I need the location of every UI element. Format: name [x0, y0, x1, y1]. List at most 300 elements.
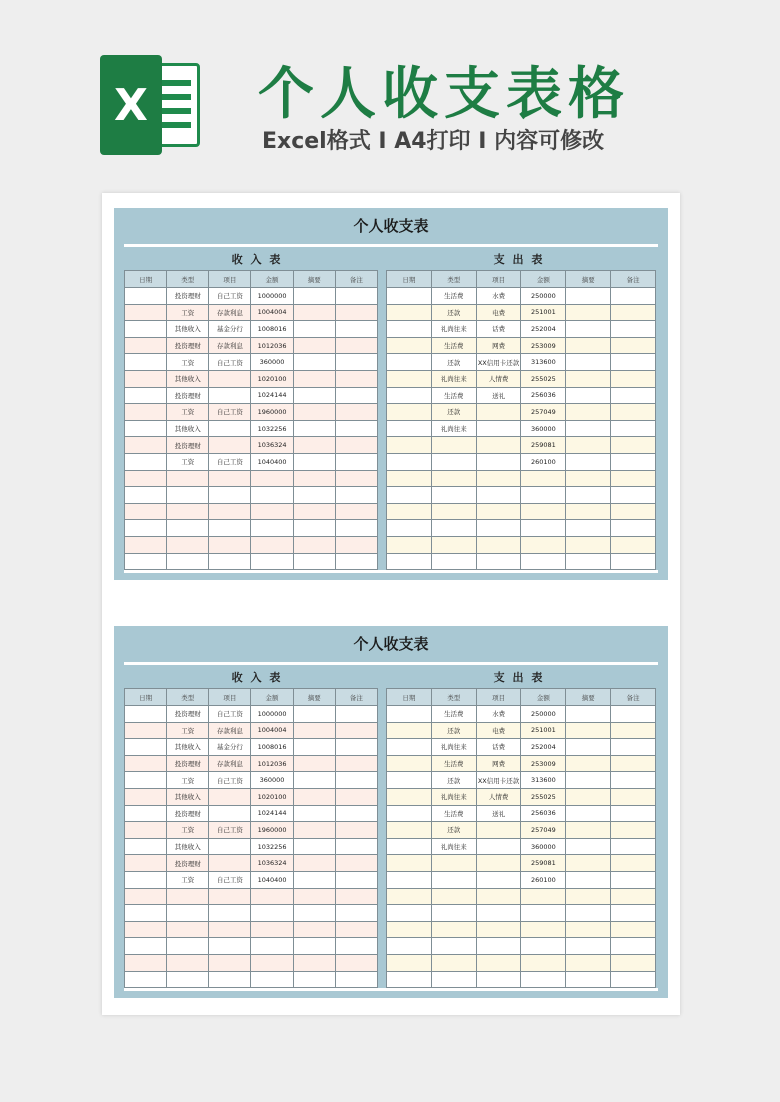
table-cell[interactable]: 话费: [476, 321, 521, 338]
table-cell[interactable]: [125, 788, 167, 805]
table-cell[interactable]: [611, 921, 656, 938]
table-cell[interactable]: [209, 954, 251, 971]
table-cell[interactable]: 1008016: [251, 739, 293, 756]
table-cell[interactable]: 生活费: [431, 337, 476, 354]
table-cell[interactable]: [566, 453, 611, 470]
table-cell[interactable]: [431, 553, 476, 570]
table-cell[interactable]: [209, 938, 251, 955]
table-cell[interactable]: [335, 954, 377, 971]
table-cell[interactable]: 工资: [167, 772, 209, 789]
table-cell[interactable]: 360000: [521, 838, 566, 855]
table-cell[interactable]: 1040400: [251, 871, 293, 888]
table-cell[interactable]: 礼尚往来: [431, 788, 476, 805]
table-cell[interactable]: [387, 706, 432, 723]
table-cell[interactable]: [293, 888, 335, 905]
table-cell[interactable]: [476, 871, 521, 888]
table-cell[interactable]: [566, 838, 611, 855]
table-cell[interactable]: [387, 755, 432, 772]
table-cell[interactable]: 投资理财: [167, 755, 209, 772]
table-cell[interactable]: [293, 354, 335, 371]
table-cell[interactable]: [251, 888, 293, 905]
table-cell[interactable]: 存款利息: [209, 755, 251, 772]
table-cell[interactable]: [521, 971, 566, 988]
table-cell[interactable]: [125, 420, 167, 437]
table-cell[interactable]: [125, 453, 167, 470]
table-cell[interactable]: 话费: [476, 739, 521, 756]
table-cell[interactable]: 252004: [521, 321, 566, 338]
table-cell[interactable]: 其他收入: [167, 788, 209, 805]
table-cell[interactable]: [293, 304, 335, 321]
table-cell[interactable]: 1012036: [251, 337, 293, 354]
table-cell[interactable]: [167, 938, 209, 955]
table-cell[interactable]: [611, 437, 656, 454]
table-cell[interactable]: [335, 536, 377, 553]
table-cell[interactable]: [293, 971, 335, 988]
table-cell[interactable]: [209, 971, 251, 988]
table-cell[interactable]: 251001: [521, 722, 566, 739]
table-cell[interactable]: 360000: [251, 772, 293, 789]
table-cell[interactable]: 工资: [167, 871, 209, 888]
table-cell[interactable]: [611, 304, 656, 321]
table-cell[interactable]: 存款利息: [209, 337, 251, 354]
table-cell[interactable]: [387, 888, 432, 905]
table-cell[interactable]: [476, 822, 521, 839]
table-cell[interactable]: 其他收入: [167, 739, 209, 756]
table-cell[interactable]: 投资理财: [167, 437, 209, 454]
table-cell[interactable]: [387, 453, 432, 470]
table-cell[interactable]: [566, 437, 611, 454]
table-cell[interactable]: [476, 503, 521, 520]
table-cell[interactable]: [611, 739, 656, 756]
table-cell[interactable]: [611, 706, 656, 723]
table-cell[interactable]: 1024144: [251, 805, 293, 822]
table-cell[interactable]: [167, 921, 209, 938]
table-cell[interactable]: [209, 838, 251, 855]
table-cell[interactable]: [566, 788, 611, 805]
table-cell[interactable]: [293, 722, 335, 739]
table-cell[interactable]: [167, 971, 209, 988]
table-cell[interactable]: [335, 805, 377, 822]
table-cell[interactable]: 电费: [476, 722, 521, 739]
table-cell[interactable]: 260100: [521, 453, 566, 470]
table-cell[interactable]: 投资理财: [167, 337, 209, 354]
table-cell[interactable]: [566, 805, 611, 822]
table-cell[interactable]: 自己工资: [209, 706, 251, 723]
table-cell[interactable]: [125, 706, 167, 723]
table-cell[interactable]: XX信用卡还款: [476, 354, 521, 371]
table-cell[interactable]: 259081: [521, 855, 566, 872]
table-cell[interactable]: [476, 536, 521, 553]
table-cell[interactable]: [566, 954, 611, 971]
table-cell[interactable]: [167, 520, 209, 537]
table-cell[interactable]: [611, 337, 656, 354]
table-cell[interactable]: [521, 470, 566, 487]
table-cell[interactable]: [167, 503, 209, 520]
table-cell[interactable]: [335, 288, 377, 305]
table-cell[interactable]: [566, 487, 611, 504]
table-cell[interactable]: [293, 536, 335, 553]
table-cell[interactable]: 256036: [521, 805, 566, 822]
table-cell[interactable]: 工资: [167, 354, 209, 371]
table-cell[interactable]: 1012036: [251, 755, 293, 772]
table-cell[interactable]: 1020100: [251, 788, 293, 805]
table-cell[interactable]: 生活费: [431, 805, 476, 822]
table-cell[interactable]: 生活费: [431, 706, 476, 723]
table-cell[interactable]: 其他收入: [167, 321, 209, 338]
table-cell[interactable]: 礼尚往来: [431, 321, 476, 338]
table-cell[interactable]: 投资理财: [167, 706, 209, 723]
table-cell[interactable]: [566, 921, 611, 938]
table-cell[interactable]: [566, 337, 611, 354]
table-cell[interactable]: 253009: [521, 337, 566, 354]
table-cell[interactable]: [125, 755, 167, 772]
table-cell[interactable]: [209, 520, 251, 537]
table-cell[interactable]: [476, 954, 521, 971]
table-cell[interactable]: [611, 536, 656, 553]
table-cell[interactable]: [566, 520, 611, 537]
table-cell[interactable]: 1960000: [251, 404, 293, 421]
table-cell[interactable]: [293, 420, 335, 437]
table-cell[interactable]: [431, 855, 476, 872]
table-cell[interactable]: [293, 805, 335, 822]
table-cell[interactable]: [125, 805, 167, 822]
table-cell[interactable]: [611, 855, 656, 872]
table-cell[interactable]: 1004004: [251, 304, 293, 321]
table-cell[interactable]: [335, 453, 377, 470]
table-cell[interactable]: [293, 321, 335, 338]
table-cell[interactable]: [251, 971, 293, 988]
table-cell[interactable]: [209, 855, 251, 872]
table-cell[interactable]: [335, 788, 377, 805]
table-cell[interactable]: 自己工资: [209, 354, 251, 371]
table-cell[interactable]: [566, 938, 611, 955]
table-cell[interactable]: [387, 739, 432, 756]
table-cell[interactable]: [431, 954, 476, 971]
table-cell[interactable]: [611, 420, 656, 437]
table-cell[interactable]: [387, 921, 432, 938]
table-cell[interactable]: [293, 871, 335, 888]
table-cell[interactable]: [611, 288, 656, 305]
table-cell[interactable]: [167, 487, 209, 504]
table-cell[interactable]: [387, 805, 432, 822]
table-cell[interactable]: 工资: [167, 304, 209, 321]
table-cell[interactable]: [251, 921, 293, 938]
table-cell[interactable]: [125, 905, 167, 922]
table-cell[interactable]: [566, 871, 611, 888]
table-cell[interactable]: 1000000: [251, 706, 293, 723]
table-cell[interactable]: 1008016: [251, 321, 293, 338]
table-cell[interactable]: 1024144: [251, 387, 293, 404]
table-cell[interactable]: [611, 453, 656, 470]
table-cell[interactable]: [125, 722, 167, 739]
table-cell[interactable]: 工资: [167, 404, 209, 421]
table-cell[interactable]: [293, 772, 335, 789]
table-cell[interactable]: [335, 370, 377, 387]
table-cell[interactable]: 251001: [521, 304, 566, 321]
table-cell[interactable]: 255025: [521, 370, 566, 387]
table-cell[interactable]: [209, 470, 251, 487]
table-cell[interactable]: [125, 337, 167, 354]
table-cell[interactable]: [476, 971, 521, 988]
table-cell[interactable]: [293, 553, 335, 570]
table-cell[interactable]: [476, 453, 521, 470]
table-cell[interactable]: [167, 470, 209, 487]
table-cell[interactable]: [209, 905, 251, 922]
table-cell[interactable]: [335, 938, 377, 955]
table-cell[interactable]: [125, 536, 167, 553]
table-cell[interactable]: [387, 971, 432, 988]
table-cell[interactable]: [335, 337, 377, 354]
table-cell[interactable]: [611, 888, 656, 905]
table-cell[interactable]: [611, 788, 656, 805]
table-cell[interactable]: [611, 387, 656, 404]
table-cell[interactable]: 其他收入: [167, 370, 209, 387]
table-cell[interactable]: 礼尚往来: [431, 370, 476, 387]
table-cell[interactable]: [293, 437, 335, 454]
table-cell[interactable]: [335, 838, 377, 855]
table-cell[interactable]: [251, 553, 293, 570]
table-cell[interactable]: [387, 487, 432, 504]
table-cell[interactable]: [611, 772, 656, 789]
table-cell[interactable]: 260100: [521, 871, 566, 888]
table-cell[interactable]: [125, 971, 167, 988]
table-cell[interactable]: [387, 304, 432, 321]
table-cell[interactable]: [387, 387, 432, 404]
table-cell[interactable]: 投资理财: [167, 288, 209, 305]
table-cell[interactable]: [125, 288, 167, 305]
table-cell[interactable]: [293, 337, 335, 354]
table-cell[interactable]: 1032256: [251, 420, 293, 437]
table-cell[interactable]: 礼尚往来: [431, 838, 476, 855]
table-cell[interactable]: [566, 971, 611, 988]
table-cell[interactable]: [209, 370, 251, 387]
table-cell[interactable]: [476, 888, 521, 905]
table-cell[interactable]: [476, 420, 521, 437]
table-cell[interactable]: [387, 420, 432, 437]
table-cell[interactable]: [611, 321, 656, 338]
table-cell[interactable]: 水费: [476, 288, 521, 305]
table-cell[interactable]: [521, 905, 566, 922]
table-cell[interactable]: [125, 437, 167, 454]
table-cell[interactable]: [431, 536, 476, 553]
table-cell[interactable]: [293, 453, 335, 470]
table-cell[interactable]: 253009: [521, 755, 566, 772]
table-cell[interactable]: [521, 503, 566, 520]
table-cell[interactable]: [476, 838, 521, 855]
table-cell[interactable]: [209, 788, 251, 805]
table-cell[interactable]: 250000: [521, 706, 566, 723]
table-cell[interactable]: [387, 788, 432, 805]
table-cell[interactable]: [566, 321, 611, 338]
table-cell[interactable]: [293, 288, 335, 305]
table-cell[interactable]: [335, 470, 377, 487]
table-cell[interactable]: [566, 772, 611, 789]
table-cell[interactable]: [125, 772, 167, 789]
table-cell[interactable]: 1036324: [251, 437, 293, 454]
table-cell[interactable]: [476, 404, 521, 421]
table-cell[interactable]: [125, 822, 167, 839]
table-cell[interactable]: [335, 706, 377, 723]
table-cell[interactable]: [293, 954, 335, 971]
table-cell[interactable]: 360000: [521, 420, 566, 437]
table-cell[interactable]: [566, 420, 611, 437]
table-cell[interactable]: 313600: [521, 354, 566, 371]
table-cell[interactable]: 礼尚往来: [431, 420, 476, 437]
table-cell[interactable]: [566, 739, 611, 756]
table-cell[interactable]: 水费: [476, 706, 521, 723]
table-cell[interactable]: 存款利息: [209, 304, 251, 321]
table-cell[interactable]: [431, 905, 476, 922]
table-cell[interactable]: [293, 788, 335, 805]
table-cell[interactable]: 工资: [167, 722, 209, 739]
table-cell[interactable]: [611, 553, 656, 570]
table-cell[interactable]: [335, 420, 377, 437]
table-cell[interactable]: [335, 354, 377, 371]
table-cell[interactable]: [521, 954, 566, 971]
table-cell[interactable]: 自己工资: [209, 453, 251, 470]
table-cell[interactable]: [431, 938, 476, 955]
table-cell[interactable]: [387, 954, 432, 971]
table-cell[interactable]: [251, 905, 293, 922]
table-cell[interactable]: 生活费: [431, 755, 476, 772]
table-cell[interactable]: 网费: [476, 755, 521, 772]
table-cell[interactable]: [293, 921, 335, 938]
table-cell[interactable]: [431, 453, 476, 470]
table-cell[interactable]: [521, 921, 566, 938]
table-cell[interactable]: [431, 503, 476, 520]
table-cell[interactable]: [125, 520, 167, 537]
table-cell[interactable]: [431, 888, 476, 905]
table-cell[interactable]: [611, 954, 656, 971]
table-cell[interactable]: [387, 536, 432, 553]
table-cell[interactable]: [167, 536, 209, 553]
table-cell[interactable]: [387, 288, 432, 305]
table-cell[interactable]: [125, 739, 167, 756]
table-cell[interactable]: [387, 838, 432, 855]
table-cell[interactable]: [387, 437, 432, 454]
table-cell[interactable]: [335, 437, 377, 454]
table-cell[interactable]: [251, 520, 293, 537]
table-cell[interactable]: [335, 520, 377, 537]
table-cell[interactable]: [293, 905, 335, 922]
table-cell[interactable]: [431, 487, 476, 504]
table-cell[interactable]: [611, 838, 656, 855]
table-cell[interactable]: 送礼: [476, 387, 521, 404]
table-cell[interactable]: [387, 520, 432, 537]
table-cell[interactable]: [387, 822, 432, 839]
table-cell[interactable]: [293, 706, 335, 723]
table-cell[interactable]: 工资: [167, 453, 209, 470]
table-cell[interactable]: [566, 536, 611, 553]
table-cell[interactable]: [431, 470, 476, 487]
table-cell[interactable]: [566, 722, 611, 739]
table-cell[interactable]: 313600: [521, 772, 566, 789]
table-cell[interactable]: [293, 370, 335, 387]
table-cell[interactable]: 1032256: [251, 838, 293, 855]
table-cell[interactable]: [521, 888, 566, 905]
table-cell[interactable]: [611, 971, 656, 988]
table-cell[interactable]: [387, 354, 432, 371]
table-cell[interactable]: 257049: [521, 404, 566, 421]
table-cell[interactable]: 250000: [521, 288, 566, 305]
table-cell[interactable]: [335, 739, 377, 756]
table-cell[interactable]: [335, 404, 377, 421]
table-cell[interactable]: 257049: [521, 822, 566, 839]
table-cell[interactable]: 自己工资: [209, 871, 251, 888]
table-cell[interactable]: [387, 871, 432, 888]
table-cell[interactable]: [251, 470, 293, 487]
table-cell[interactable]: [125, 938, 167, 955]
table-cell[interactable]: 人情费: [476, 370, 521, 387]
table-cell[interactable]: [611, 370, 656, 387]
table-cell[interactable]: [611, 503, 656, 520]
table-cell[interactable]: [611, 404, 656, 421]
table-cell[interactable]: 基金分行: [209, 321, 251, 338]
table-cell[interactable]: [209, 921, 251, 938]
table-cell[interactable]: 还款: [431, 822, 476, 839]
table-cell[interactable]: [125, 370, 167, 387]
table-cell[interactable]: [566, 288, 611, 305]
table-cell[interactable]: [566, 905, 611, 922]
table-cell[interactable]: 自己工资: [209, 288, 251, 305]
table-cell[interactable]: [566, 354, 611, 371]
table-cell[interactable]: [566, 370, 611, 387]
table-cell[interactable]: [387, 337, 432, 354]
table-cell[interactable]: [387, 938, 432, 955]
table-cell[interactable]: [611, 822, 656, 839]
table-cell[interactable]: [431, 520, 476, 537]
table-cell[interactable]: [387, 772, 432, 789]
table-cell[interactable]: [566, 855, 611, 872]
table-cell[interactable]: [521, 536, 566, 553]
table-cell[interactable]: [125, 855, 167, 872]
table-cell[interactable]: 1020100: [251, 370, 293, 387]
table-cell[interactable]: [611, 354, 656, 371]
table-cell[interactable]: [293, 838, 335, 855]
table-cell[interactable]: 1040400: [251, 453, 293, 470]
table-cell[interactable]: [293, 387, 335, 404]
table-cell[interactable]: [566, 888, 611, 905]
table-cell[interactable]: [387, 553, 432, 570]
table-cell[interactable]: [566, 503, 611, 520]
table-cell[interactable]: XX信用卡还款: [476, 772, 521, 789]
table-cell[interactable]: [293, 503, 335, 520]
table-cell[interactable]: [125, 487, 167, 504]
table-cell[interactable]: 1004004: [251, 722, 293, 739]
table-cell[interactable]: [611, 871, 656, 888]
table-cell[interactable]: [167, 954, 209, 971]
table-cell[interactable]: [476, 487, 521, 504]
table-cell[interactable]: 1036324: [251, 855, 293, 872]
table-cell[interactable]: [209, 420, 251, 437]
table-cell[interactable]: [476, 921, 521, 938]
table-cell[interactable]: [611, 755, 656, 772]
table-cell[interactable]: [125, 838, 167, 855]
table-cell[interactable]: [521, 520, 566, 537]
table-cell[interactable]: [566, 404, 611, 421]
table-cell[interactable]: [335, 553, 377, 570]
table-cell[interactable]: 还款: [431, 404, 476, 421]
table-cell[interactable]: [476, 905, 521, 922]
table-cell[interactable]: 还款: [431, 354, 476, 371]
table-cell[interactable]: 1960000: [251, 822, 293, 839]
table-cell[interactable]: [293, 470, 335, 487]
table-cell[interactable]: [476, 520, 521, 537]
table-cell[interactable]: 礼尚往来: [431, 739, 476, 756]
table-cell[interactable]: [566, 470, 611, 487]
table-cell[interactable]: [167, 905, 209, 922]
table-cell[interactable]: [387, 722, 432, 739]
